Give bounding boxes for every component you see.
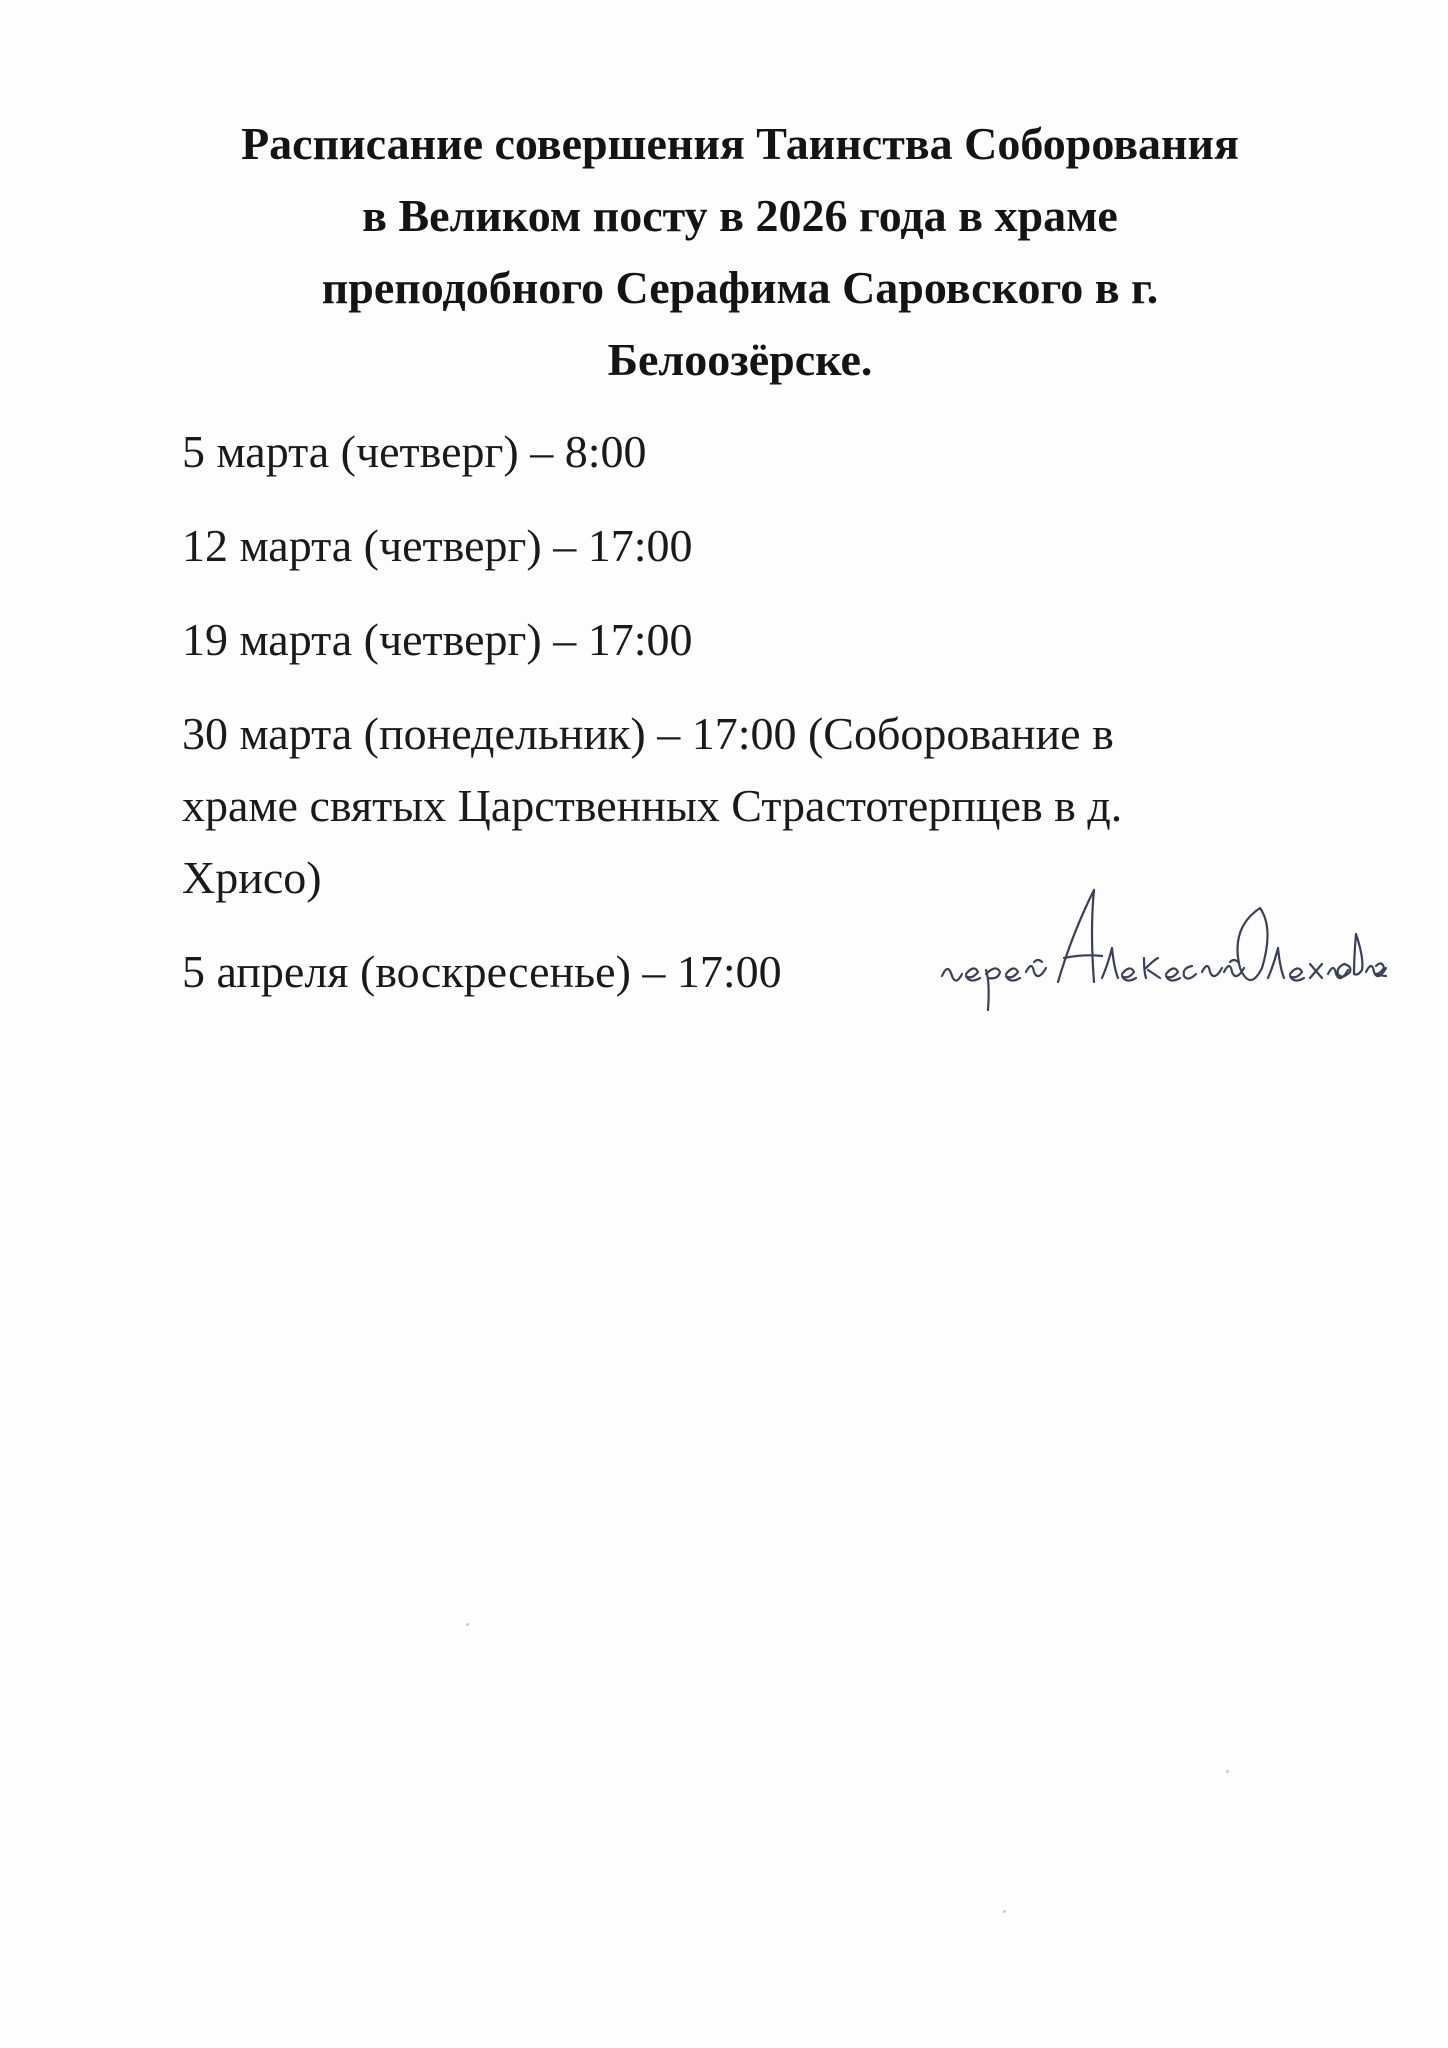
schedule-entry-text: 5 апреля (воскресенье) – 17:00 [182,946,782,997]
schedule-entry-text-line-2: храме святых Царственных Страстотерпцев в д. [182,780,1123,831]
signature-icon [930,878,1390,1038]
schedule-entry-3 [182,604,1302,676]
paper-speck [466,1623,469,1626]
title-line-4: Белоозёрске. [607,334,873,385]
schedule-entry-text-line-3: Хрисо) [182,852,322,903]
schedule-entry-text: 12 марта (четверг) – 17:00 [182,520,693,571]
handwritten-signature [930,878,1390,1038]
schedule-entry-text: 19 марта (четверг) – 17:00 [182,614,693,665]
title-line-2: в Великом посту в 2026 года в храме [362,190,1118,241]
title-line-1: Расписание совершения Таинства Соборования [241,118,1239,169]
schedule-entry-1 [182,416,1302,488]
paper-speck [1226,1770,1229,1773]
schedule-entry-text-line-1: 30 марта (понедельник) – 17:00 (Соборование в [182,708,1114,759]
title-line-3: преподобного Серафима Саровского в г. [321,262,1159,313]
schedule-entry-2 [182,510,1302,582]
schedule-entry-text: 5 марта (четверг) – 8:00 [182,426,647,477]
paper-speck [1003,1910,1006,1913]
document-title [150,108,1330,396]
